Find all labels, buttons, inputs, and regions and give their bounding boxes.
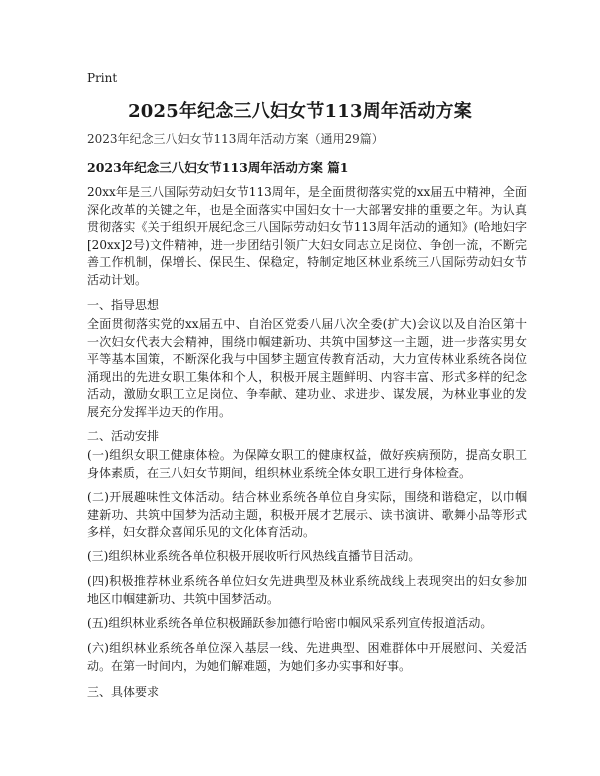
list-item: (二)开展趣味性文体活动。结合林业系统各单位自身实际，围绕和谐稳定，以巾帼建新功、共筑中国梦为活动主题，积极开展才艺展示、读书演讲、歌舞小品等形式多样，妇女群众喜闻乐见的文化体育活动。 <box>87 490 527 540</box>
list-item: (三)组织林业系统各单位积极开展收听行风热线直播节目活动。 <box>87 549 421 563</box>
heading-specific-requirements: 三、具体要求 <box>87 685 160 699</box>
list-item: (四)积极推荐林业系统各单位妇女先进典型及林业系统战线上表现突出的妇女参加地区巾帼建新功、共筑中国梦活动。 <box>87 574 527 606</box>
document-title: 2025年纪念三八妇女节113周年活动方案 <box>128 101 472 122</box>
heading-guiding-ideology: 一、指导思想 <box>87 298 160 312</box>
heading-activity-arrangement: 二、活动安排 <box>87 429 160 443</box>
intro-paragraph: 20xx年是三八国际劳动妇女节113周年，是全面贯彻落实党的xx届五中精神，全面深化改革的关键之年，也是全面落实中国妇女十一大部署安排的重要之年。为认真贯彻落实《关于组织开展纪念三八国际劳动妇女节113周年活动的通知》(哈地妇字[20xx]2号)文件精神，进一步团结引领广大妇女同志立足岗位、争创一流，不断完善工作机制，保增长、保民生、保稳定，特制定地区林业系统三八国际劳动妇女节活动计划。 <box>87 185 527 287</box>
document-subtitle: 2023年纪念三八妇女节113周年活动方案（通用29篇） <box>87 132 384 146</box>
guiding-paragraph: 全面贯彻落实党的xx届五中、自治区党委八届八次全委(扩大)会议以及自治区第十一次妇女代表大会精神，围绕巾帼建新功、共筑中国梦这一主题，进一步落实男女平等基本国策，不断深化我与中国梦主题宣传教育活动，大力宣传林业系统各岗位涌现出的先进女职工集体和个人，积极开展主题鲜明、内容丰富、形式多样的纪念活动，激励女职工立足岗位、争奉献、建功业、求进步、谋发展，为林业事业的发展充分发挥半边天的作用。 <box>87 317 527 419</box>
list-item: (五)组织林业系统各单位积极踊跃参加德行哈密巾帼风采系列宣传报道活动。 <box>87 616 493 630</box>
list-item: (一)组织女职工健康体检。为保障女职工的健康权益，做好疾病预防，提高女职工身体素质，在三八妇女节期间，组织林业系统全体女职工进行身体检查。 <box>87 448 527 480</box>
section-heading: 2023年纪念三八妇女节113周年活动方案 篇1 <box>87 160 349 175</box>
print-link[interactable]: Print <box>87 71 118 85</box>
list-item: (六)组织林业系统各单位深入基层一线、先进典型、困难群体中开展慰问、关爱活动。在第一时间内，为她们解难题，为她们多办实事和好事。 <box>87 641 527 673</box>
